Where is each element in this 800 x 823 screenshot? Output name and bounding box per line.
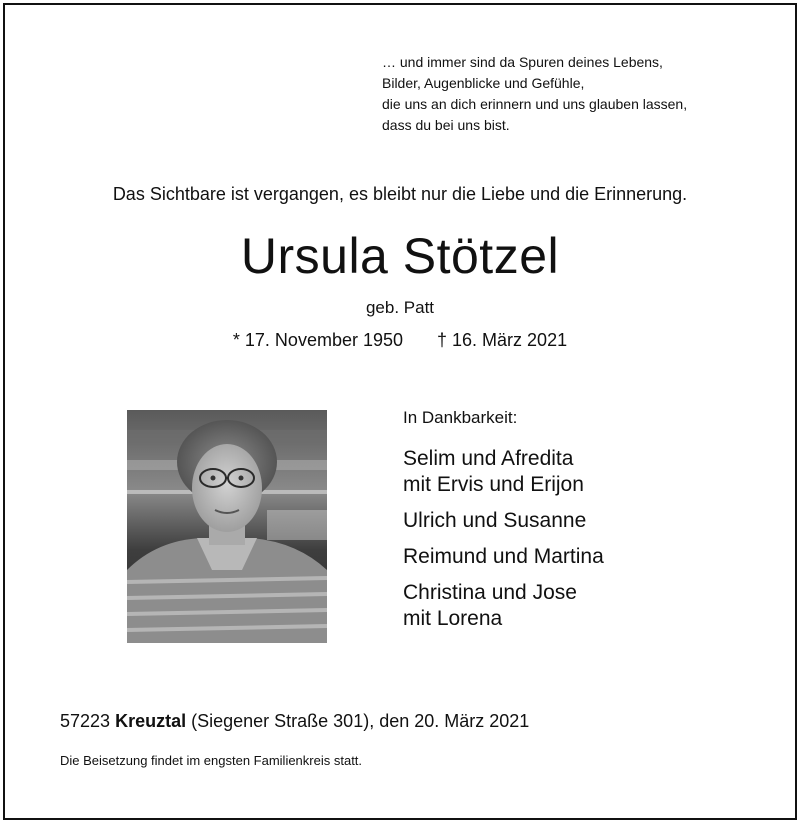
city: Kreuztal (115, 711, 187, 731)
mourner-line: Christina und Jose (403, 581, 577, 604)
mourner-line: mit Lorena (403, 607, 503, 630)
mourner-group (403, 446, 604, 498)
mourner-line: Ulrich und Susanne (403, 509, 587, 532)
quote-line: die uns an dich erinnern und uns glauben lassen, (382, 96, 688, 112)
life-dates (0, 330, 800, 351)
burial-note: Die Beisetzung findet im engsten Familienkreis statt. (60, 753, 363, 768)
thanks-label: In Dankbarkeit: (403, 408, 518, 427)
birth-date: * 17. November 1950 (232, 330, 404, 350)
address-rest: (Siegener Straße 301), den 20. März 2021 (191, 711, 530, 731)
memorial-quote (382, 52, 687, 136)
mourner-line: Reimund und Martina (403, 545, 604, 568)
portrait-photo (127, 410, 327, 643)
mourner-group (403, 544, 604, 570)
mourner-group (403, 508, 604, 534)
postcode: 57223 (60, 711, 111, 731)
mourner-line: Selim und Afredita (403, 447, 574, 470)
mourner-line: mit Ervis und Erijon (403, 473, 584, 496)
address-line (60, 711, 529, 732)
maiden-name: geb. Patt (365, 298, 435, 317)
motto: Das Sichtbare ist vergangen, es bleibt nur die Liebe und die Erinnerung. (112, 184, 688, 204)
quote-line: dass du bei uns bist. (382, 117, 510, 133)
mourner-group (403, 580, 604, 632)
mourner-list (403, 446, 604, 642)
death-date: † 16. März 2021 (437, 330, 568, 350)
deceased-name: Ursula Stötzel (240, 228, 560, 284)
quote-line: … und immer sind da Spuren deines Lebens, (382, 54, 663, 70)
quote-line: Bilder, Augenblicke und Gefühle, (382, 75, 585, 91)
